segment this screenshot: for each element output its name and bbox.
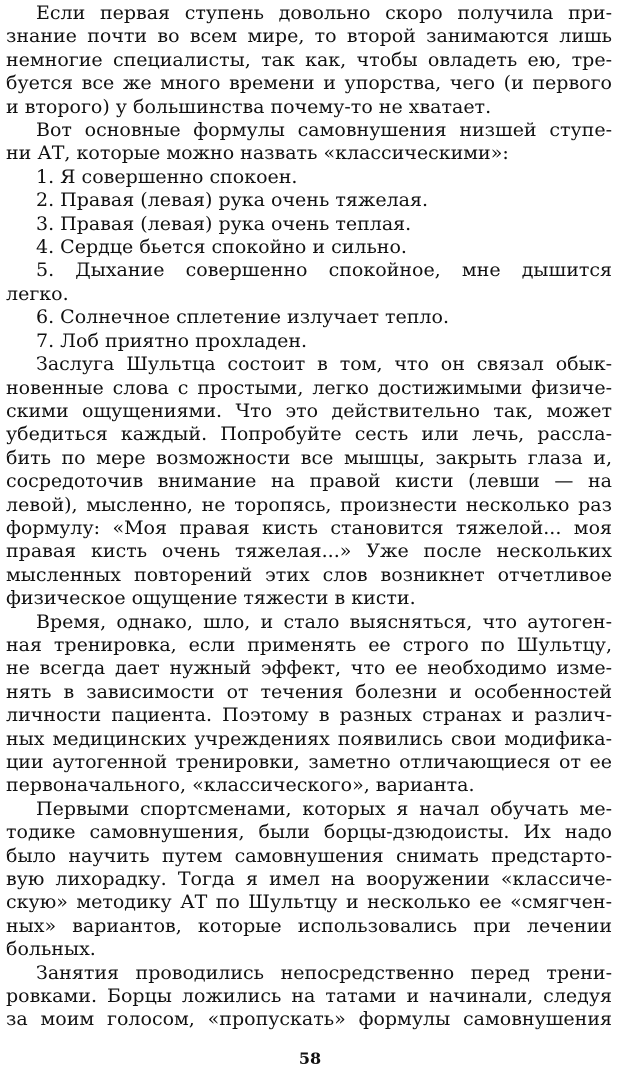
text-line: левой), мысленно, не торопясь, произнести несколько раз [6, 493, 612, 516]
text-line: правая кисть очень тяжелая...» Уже после нескольких [6, 540, 612, 563]
text-line: личности пациента. Поэтому в разных странах и различ- [6, 704, 612, 727]
text-line: 3. Правая (левая) рука очень теплая. [36, 212, 412, 235]
paragraph [6, 2, 612, 119]
text-line: Время, однако, шло, и стало выясняться, что аутоген- [36, 610, 612, 633]
text-line: не всегда дает нужный эффект, что ее необходимо изме- [6, 657, 612, 680]
text-line: немногие специалисты, так как, чтобы овладеть ею, тре- [6, 48, 612, 71]
text-line: первоначального, «классического», варианта. [6, 774, 475, 797]
text-line: ровками. Борцы ложились на татами и начинали, следуя [6, 985, 612, 1008]
paragraph [6, 213, 612, 236]
paragraph [6, 611, 612, 798]
text-line: ных медицинских учреждениях появились свои модифика- [6, 727, 612, 750]
text-line: скую» методику АТ по Шультцу и несколько ее «смягчен- [6, 891, 612, 914]
page-number: 58 [298, 1049, 322, 1068]
text-line: было научить путем самовнушения снимать предстарто- [6, 844, 612, 867]
paragraph [6, 962, 612, 1032]
text-line: Вот основные формулы самовнушения низшей ступе- [36, 119, 612, 142]
text-line: 7. Лоб приятно прохладен. [36, 329, 308, 352]
text-line: легко. [6, 282, 69, 305]
paragraph [6, 330, 612, 353]
text-line: физическое ощущение тяжести в кисти. [6, 587, 416, 610]
text-line: бить по мере возможности все мышцы, закрыть глаза и, [6, 446, 612, 469]
text-line: Первыми спортсменами, которых я начал обучать ме- [36, 797, 612, 820]
text-line: сосредоточив внимание на правой кисти (левши — на [6, 470, 612, 493]
text-line: Заслуга Шультца состоит в том, что он связал обык- [36, 353, 612, 376]
text-line: ни АТ, которые можно назвать «классическими»: [6, 142, 509, 165]
text-line: новенные слова с простыми, легко достижимыми физиче- [6, 376, 612, 399]
text-line: мысленных повторений этих слов возникнет отчетливое [6, 563, 612, 586]
paragraph [6, 166, 612, 189]
text-line: Если первая ступень довольно скоро получила при- [36, 2, 612, 24]
text-line: тодике самовнушения, были борцы-дзюдоисты. Их надо [6, 821, 612, 844]
text-line: 5. Дыхание совершенно спокойное, мне дышится [36, 259, 612, 282]
text-line: больных. [6, 938, 96, 961]
text-body [6, 2, 612, 1032]
text-line: буется все же много времени и упорства, чего (и первого [6, 72, 612, 95]
text-line: 1. Я совершенно спокоен. [36, 165, 298, 188]
text-line: знание почти во всем мире, то второй занимаются лишь [6, 25, 612, 48]
text-line: за моим голосом, «пропускать» формулы самовнушения [6, 1008, 612, 1031]
text-line: ная тренировка, если применять ее строго по Шультцу, [6, 633, 612, 656]
text-line: 4. Сердце бьется спокойно и сильно. [36, 236, 407, 259]
text-line: вую лихорадку. Тогда я имел на вооружении «классиче- [6, 868, 612, 891]
paragraph [6, 259, 612, 306]
text-line: формулу: «Моя правая кисть становится тяжелой... моя [6, 516, 612, 539]
text-line: и второго) у большинства почему-то не хватает. [6, 95, 492, 118]
text-line: ции аутогенной тренировки, заметно отличающиеся от ее [6, 751, 612, 773]
text-line: Занятия проводились непосредственно перед трени- [36, 961, 612, 984]
paragraph [6, 189, 612, 212]
paragraph [6, 236, 612, 259]
paragraph [6, 119, 612, 166]
paragraph [6, 798, 612, 962]
paragraph [6, 353, 612, 610]
text-line: ных» вариантов, которые использовались при лечении [6, 914, 612, 937]
text-line: 2. Правая (левая) рука очень тяжелая. [36, 189, 428, 212]
paragraph [6, 306, 612, 329]
text-line: нять в зависимости от течения болезни и особенностей [6, 680, 612, 703]
text-line: скими ощущениями. Что это действительно так, может [6, 399, 612, 422]
text-line: 6. Солнечное сплетение излучает тепло. [36, 306, 449, 329]
text-line: убедиться каждый. Попробуйте сесть или лечь, рассла- [6, 423, 612, 446]
